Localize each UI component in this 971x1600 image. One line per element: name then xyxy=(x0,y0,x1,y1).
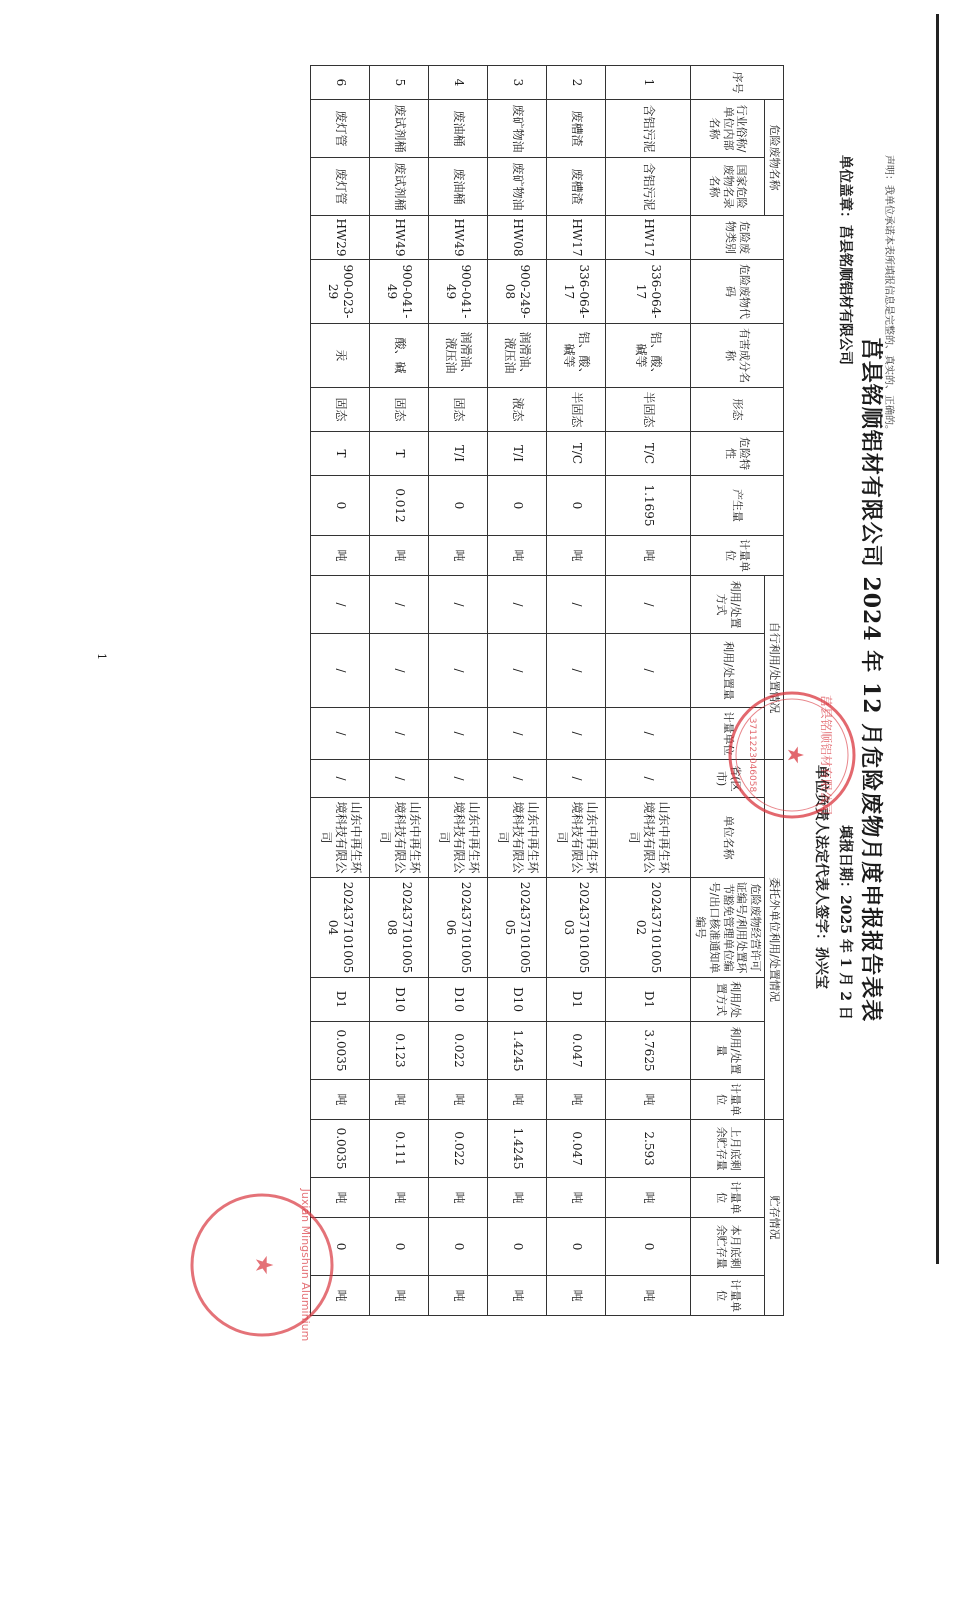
cell-form: 液态 xyxy=(488,388,547,432)
cell-amount: 0 xyxy=(488,476,547,536)
cell-amount: 0 xyxy=(429,476,488,536)
cell-industry: 废油桶 xyxy=(429,100,488,158)
cell-self-unit: / xyxy=(370,708,429,760)
header-this-storage: 本月底剩余贮存量 xyxy=(691,1218,765,1276)
cell-code: 900-249-08 xyxy=(488,260,547,324)
table-row xyxy=(488,66,547,1316)
fill-date-label: 填报日期： xyxy=(837,825,853,895)
cell-national: 废槽渣 xyxy=(547,158,606,216)
cell-national: 废灯管 xyxy=(311,158,370,216)
cell-entrust-unit: 吨 xyxy=(311,1080,370,1120)
cell-seq: 1 xyxy=(606,66,691,100)
cell-industry: 含铝污泥 xyxy=(606,100,691,158)
cell-province: / xyxy=(311,760,370,798)
cell-province: / xyxy=(606,760,691,798)
header-self-unit: 计量单位 xyxy=(691,708,765,760)
cell-unit: 吨 xyxy=(429,536,488,576)
cell-amount: 0 xyxy=(547,476,606,536)
cell-this-storage: 0 xyxy=(606,1218,691,1276)
cell-industry: 废灯管 xyxy=(311,100,370,158)
cell-entrust-amount: 1.4245 xyxy=(488,1022,547,1080)
cell-category: HW17 xyxy=(547,216,606,260)
cell-self-unit: / xyxy=(547,708,606,760)
table-row xyxy=(370,66,429,1316)
header-self-amount: 利用/处置量 xyxy=(691,634,765,708)
cell-unit: 吨 xyxy=(488,536,547,576)
cell-category: HW17 xyxy=(606,216,691,260)
cell-this-unit: 吨 xyxy=(370,1276,429,1316)
cell-amount: 0.012 xyxy=(370,476,429,536)
cell-self-unit: / xyxy=(429,708,488,760)
cell-unit: 吨 xyxy=(547,536,606,576)
seal-text-en: Juxian Mingshun Aluminium xyxy=(299,1188,312,1342)
cell-national: 废油桶 xyxy=(429,158,488,216)
cell-industry: 废槽渣 xyxy=(547,100,606,158)
cell-company: 山东中再生环境科技有限公司 xyxy=(370,798,429,878)
cell-property: T/I xyxy=(488,432,547,476)
fill-date-value: 2025 年 1 月 2 日 xyxy=(837,895,853,1020)
cell-permit: 20243710100502 xyxy=(606,878,691,978)
cell-property: T/I xyxy=(429,432,488,476)
header-group-entrust: 委托外单位利用/处置情况 xyxy=(765,760,784,1120)
cell-last-storage: 1.4245 xyxy=(488,1120,547,1178)
cell-category: HW08 xyxy=(488,216,547,260)
cell-entrust-amount: 0.047 xyxy=(547,1022,606,1080)
header-harmful: 有害成分名称 xyxy=(691,324,784,388)
cell-last-unit: 吨 xyxy=(547,1178,606,1218)
declaration-text: 声明：我单位承诺本表所填报信息是完整的、真实的、正确的。 xyxy=(883,155,894,435)
cell-last-unit: 吨 xyxy=(488,1178,547,1218)
cell-self-method: / xyxy=(547,576,606,634)
report-sheet xyxy=(122,45,902,1342)
cell-harmful: 汞 xyxy=(311,324,370,388)
cell-self-method: / xyxy=(370,576,429,634)
cell-form: 固态 xyxy=(311,388,370,432)
cell-code: 336-064-17 xyxy=(606,260,691,324)
cell-entrust-amount: 0.123 xyxy=(370,1022,429,1080)
cell-entrust-method: D1 xyxy=(606,978,691,1022)
cell-this-storage: 0 xyxy=(370,1218,429,1276)
cell-last-storage: 0.022 xyxy=(429,1120,488,1178)
seal-text: 莒县铭顺铝材有限公司 xyxy=(819,694,833,816)
cell-unit: 吨 xyxy=(311,536,370,576)
cell-entrust-unit: 吨 xyxy=(488,1080,547,1120)
waste-report-table xyxy=(311,65,785,1316)
cell-property: T/C xyxy=(547,432,606,476)
cell-property: T xyxy=(311,432,370,476)
cell-self-method: / xyxy=(606,576,691,634)
cell-form: 半固态 xyxy=(606,388,691,432)
cell-province: / xyxy=(488,760,547,798)
cell-unit: 吨 xyxy=(370,536,429,576)
cell-permit: 20243710100504 xyxy=(311,878,370,978)
header-company: 单位名称 xyxy=(691,798,765,878)
header-self-method: 利用/处置方式 xyxy=(691,576,765,634)
table-row xyxy=(429,66,488,1316)
cell-code: 900-023-29 xyxy=(311,260,370,324)
header-seq: 序号 xyxy=(691,66,784,100)
cell-company: 山东中再生环境科技有限公司 xyxy=(429,798,488,878)
cell-this-unit: 吨 xyxy=(311,1276,370,1316)
cell-harmful: 铝、酸、碱等 xyxy=(606,324,691,388)
header-industry-name: 行业俗称/单位内部名称 xyxy=(691,100,765,158)
header-last-unit: 计量单位 xyxy=(691,1178,765,1218)
header-permit: 危险废物经营许可证编号/利用处置环节豁免管理单位编号/出口核准通知单编号 xyxy=(691,878,765,978)
cell-category: HW49 xyxy=(429,216,488,260)
svg-text:★: ★ xyxy=(782,745,807,765)
cell-self-unit: / xyxy=(311,708,370,760)
cell-seq: 3 xyxy=(488,66,547,100)
cell-self-unit: / xyxy=(606,708,691,760)
report-title: 莒县铭顺铝材有限公司 2024 年 12 月危险废物月度申报报告表表 xyxy=(858,337,884,1023)
cell-seq: 4 xyxy=(429,66,488,100)
cell-company: 山东中再生环境科技有限公司 xyxy=(488,798,547,878)
cell-entrust-unit: 吨 xyxy=(370,1080,429,1120)
header-group-name: 危险废物名称 xyxy=(765,100,784,216)
header-unit: 计量单位 xyxy=(691,536,784,576)
cell-province: / xyxy=(429,760,488,798)
cell-self-unit: / xyxy=(488,708,547,760)
svg-text:★: ★ xyxy=(250,1254,278,1276)
cell-self-amount: / xyxy=(488,634,547,708)
header-national-name: 国家危险废物名录名称 xyxy=(691,158,765,216)
cell-last-unit: 吨 xyxy=(311,1178,370,1218)
cell-entrust-unit: 吨 xyxy=(547,1080,606,1120)
cell-form: 固态 xyxy=(429,388,488,432)
cell-code: 900-041-49 xyxy=(429,260,488,324)
cell-this-storage: 0 xyxy=(488,1218,547,1276)
cell-entrust-method: D1 xyxy=(547,978,606,1022)
cell-last-storage: 0.047 xyxy=(547,1120,606,1178)
cell-last-unit: 吨 xyxy=(370,1178,429,1218)
cell-last-storage: 2.593 xyxy=(606,1120,691,1178)
cell-company: 山东中再生环境科技有限公司 xyxy=(606,798,691,878)
cell-entrust-method: D10 xyxy=(370,978,429,1022)
scan-edge-line xyxy=(936,14,939,1264)
header-form: 形态 xyxy=(691,388,784,432)
header-entrust-method: 利用/处置方式 xyxy=(691,978,765,1022)
legal-rep-label: 单位负责人法定代表人签字： xyxy=(813,765,829,947)
cell-this-storage: 0 xyxy=(547,1218,606,1276)
cell-entrust-amount: 3.7625 xyxy=(606,1022,691,1080)
cell-permit: 20243710100505 xyxy=(488,878,547,978)
cell-amount: 1.1695 xyxy=(606,476,691,536)
header-category: 危险废物类别 xyxy=(691,216,784,260)
cell-self-method: / xyxy=(311,576,370,634)
cell-code: 900-041-49 xyxy=(370,260,429,324)
cell-province: / xyxy=(547,760,606,798)
cell-code: 336-064-17 xyxy=(547,260,606,324)
header-code: 危险废物代码 xyxy=(691,260,784,324)
cell-this-storage: 0 xyxy=(311,1218,370,1276)
cell-harmful: 润滑油、液压油 xyxy=(429,324,488,388)
cell-self-amount: / xyxy=(606,634,691,708)
cell-category: HW49 xyxy=(370,216,429,260)
cell-unit: 吨 xyxy=(606,536,691,576)
header-property: 危险特性 xyxy=(691,432,784,476)
cell-last-storage: 0.111 xyxy=(370,1120,429,1178)
cell-seq: 6 xyxy=(311,66,370,100)
cell-company: 山东中再生环境科技有限公司 xyxy=(547,798,606,878)
cell-last-unit: 吨 xyxy=(429,1178,488,1218)
cell-self-method: / xyxy=(488,576,547,634)
fill-date-line xyxy=(836,825,856,1020)
cell-permit: 20243710100506 xyxy=(429,878,488,978)
cell-form: 固态 xyxy=(370,388,429,432)
cell-self-method: / xyxy=(429,576,488,634)
cell-form: 半固态 xyxy=(547,388,606,432)
cell-this-unit: 吨 xyxy=(547,1276,606,1316)
cell-industry: 废试剂桶 xyxy=(370,100,429,158)
cell-seq: 2 xyxy=(547,66,606,100)
cell-last-storage: 0.0035 xyxy=(311,1120,370,1178)
cell-this-unit: 吨 xyxy=(488,1276,547,1316)
cell-self-amount: / xyxy=(429,634,488,708)
cell-this-unit: 吨 xyxy=(429,1276,488,1316)
header-province: 省(区市) xyxy=(691,760,765,798)
cell-entrust-method: D1 xyxy=(311,978,370,1022)
header-entrust-amount: 利用/处置量 xyxy=(691,1022,765,1080)
header-group-self: 自行利用/处置情况 xyxy=(765,576,784,760)
cell-national: 废矿物油 xyxy=(488,158,547,216)
table-body xyxy=(311,66,691,1316)
cell-national: 废试剂桶 xyxy=(370,158,429,216)
unit-seal-value: 莒县铭顺铝材有限公司 xyxy=(837,225,853,365)
cell-entrust-unit: 吨 xyxy=(429,1080,488,1120)
cell-entrust-method: D10 xyxy=(488,978,547,1022)
cell-self-amount: / xyxy=(370,634,429,708)
legal-rep-line xyxy=(812,765,832,989)
cell-entrust-unit: 吨 xyxy=(606,1080,691,1120)
cell-harmful: 酸、碱 xyxy=(370,324,429,388)
cell-self-amount: / xyxy=(547,634,606,708)
cell-this-storage: 0 xyxy=(429,1218,488,1276)
cell-company: 山东中再生环境科技有限公司 xyxy=(311,798,370,878)
header-entrust-unit: 计量单位 xyxy=(691,1080,765,1120)
cell-amount: 0 xyxy=(311,476,370,536)
cell-permit: 20243710100503 xyxy=(547,878,606,978)
cell-entrust-amount: 0.022 xyxy=(429,1022,488,1080)
seal-number: 3711223046058 xyxy=(747,717,757,793)
cell-seq: 5 xyxy=(370,66,429,100)
cell-category: HW29 xyxy=(311,216,370,260)
legal-rep-value: 孙兴宝 xyxy=(813,947,829,989)
cell-entrust-amount: 0.0035 xyxy=(311,1022,370,1080)
cell-entrust-method: D10 xyxy=(429,978,488,1022)
cell-self-amount: / xyxy=(311,634,370,708)
cell-last-unit: 吨 xyxy=(606,1178,691,1218)
header-amount: 产生量 xyxy=(691,476,784,536)
table-row xyxy=(311,66,370,1316)
header-last-storage: 上月底剩余贮存量 xyxy=(691,1120,765,1178)
cell-province: / xyxy=(370,760,429,798)
table-row xyxy=(547,66,606,1316)
unit-seal-label: 单位盖章： xyxy=(837,155,853,225)
cell-national: 含铝污泥 xyxy=(606,158,691,216)
cell-property: T xyxy=(370,432,429,476)
header-this-unit: 计量单位 xyxy=(691,1276,765,1316)
page-number: 1 xyxy=(95,653,108,660)
cell-permit: 20243710100508 xyxy=(370,878,429,978)
table-row xyxy=(606,66,691,1316)
cell-harmful: 润滑油、液压油 xyxy=(488,324,547,388)
cell-industry: 废矿物油 xyxy=(488,100,547,158)
header-group-storage: 贮存情况 xyxy=(765,1120,784,1316)
unit-seal-line xyxy=(836,155,856,365)
cell-this-unit: 吨 xyxy=(606,1276,691,1316)
cell-property: T/C xyxy=(606,432,691,476)
cell-harmful: 铝、酸、碱等 xyxy=(547,324,606,388)
